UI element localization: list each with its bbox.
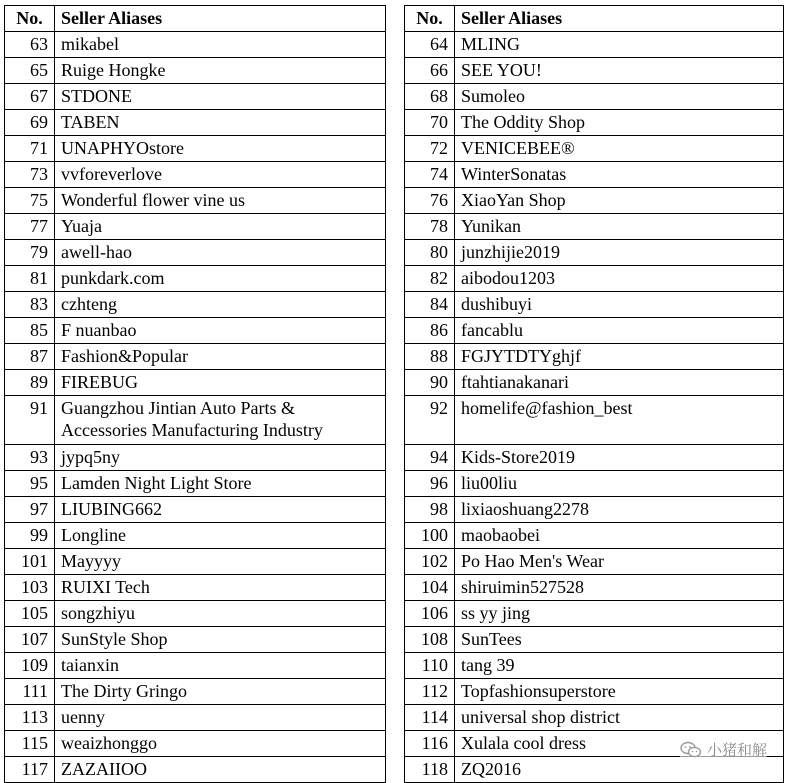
- table-row: [5, 370, 386, 396]
- seller-alias: Lamden Night Light Store: [55, 471, 386, 497]
- table-header-row: [5, 6, 386, 32]
- row-number: 98: [405, 497, 455, 523]
- table-row: [5, 292, 386, 318]
- seller-alias: The Dirty Gringo: [55, 679, 386, 705]
- row-number: 83: [5, 292, 55, 318]
- table-row: [5, 653, 386, 679]
- row-number: 99: [5, 523, 55, 549]
- row-number: 78: [405, 214, 455, 240]
- table-row: [405, 110, 784, 136]
- table-row: [5, 188, 386, 214]
- seller-alias: Guangzhou Jintian Auto Parts & Accessories Manufacturing Industry: [55, 396, 386, 445]
- table-row: [405, 162, 784, 188]
- row-number: 92: [405, 396, 455, 445]
- row-number: 108: [405, 627, 455, 653]
- seller-alias: dushibuyi: [455, 292, 784, 318]
- seller-alias: STDONE: [55, 84, 386, 110]
- seller-alias: ss yy jing: [455, 601, 784, 627]
- table-row: [405, 575, 784, 601]
- row-number: 95: [5, 471, 55, 497]
- table-row: [5, 705, 386, 731]
- seller-alias: WinterSonatas: [455, 162, 784, 188]
- column-header-no: No.: [5, 6, 55, 32]
- table-row: [405, 627, 784, 653]
- seller-alias: Wonderful flower vine us: [55, 188, 386, 214]
- table-row: [5, 266, 386, 292]
- table-row: [405, 58, 784, 84]
- row-number: 101: [5, 549, 55, 575]
- seller-alias: F nuanbao: [55, 318, 386, 344]
- seller-alias: SEE YOU!: [455, 58, 784, 84]
- seller-alias: aibodou1203: [455, 266, 784, 292]
- row-number: 82: [405, 266, 455, 292]
- table-row: [5, 162, 386, 188]
- row-number: 64: [405, 32, 455, 58]
- row-number: 112: [405, 679, 455, 705]
- column-header-alias: Seller Aliases: [455, 6, 784, 32]
- watermark-text: 小猪和解: [706, 741, 767, 759]
- column-header-no: No.: [405, 6, 455, 32]
- table-row: [5, 757, 386, 783]
- row-number: 87: [5, 344, 55, 370]
- row-number: 88: [405, 344, 455, 370]
- table-row: [405, 601, 784, 627]
- row-number: 106: [405, 601, 455, 627]
- seller-alias: maobaobei: [455, 523, 784, 549]
- table-row: [405, 240, 784, 266]
- seller-alias: tang 39: [455, 653, 784, 679]
- wechat-icon: [680, 741, 702, 759]
- table-row: [5, 601, 386, 627]
- seller-alias: songzhiyu: [55, 601, 386, 627]
- row-number: 66: [405, 58, 455, 84]
- table-row: [5, 344, 386, 370]
- table-row: [5, 214, 386, 240]
- column-header-alias: Seller Aliases: [55, 6, 386, 32]
- table-row: [5, 240, 386, 266]
- table-row: [405, 318, 784, 344]
- seller-alias: Fashion&Popular: [55, 344, 386, 370]
- row-number: 77: [5, 214, 55, 240]
- table-row: [405, 396, 784, 445]
- row-number: 80: [405, 240, 455, 266]
- seller-alias: homelife@fashion_best: [455, 396, 784, 445]
- seller-alias: MLING: [455, 32, 784, 58]
- table-row: [405, 136, 784, 162]
- seller-alias: Sumoleo: [455, 84, 784, 110]
- row-number: 94: [405, 445, 455, 471]
- row-number: 73: [5, 162, 55, 188]
- seller-alias: Longline: [55, 523, 386, 549]
- table-row: [405, 679, 784, 705]
- table-row: [405, 471, 784, 497]
- seller-alias: Topfashionsuperstore: [455, 679, 784, 705]
- row-number: 85: [5, 318, 55, 344]
- table-row: [5, 497, 386, 523]
- seller-alias: Yunikan: [455, 214, 784, 240]
- row-number: 97: [5, 497, 55, 523]
- table-header-row: [405, 6, 784, 32]
- seller-alias: SunTees: [455, 627, 784, 653]
- seller-alias: jypq5ny: [55, 445, 386, 471]
- table-row: [5, 679, 386, 705]
- seller-alias: liu00liu: [455, 471, 784, 497]
- row-number: 72: [405, 136, 455, 162]
- row-number: 91: [5, 396, 55, 445]
- table-row: [405, 344, 784, 370]
- table-row: [5, 136, 386, 162]
- seller-alias: The Oddity Shop: [455, 110, 784, 136]
- seller-alias: mikabel: [55, 32, 386, 58]
- seller-alias: FIREBUG: [55, 370, 386, 396]
- table-row: [5, 549, 386, 575]
- row-number: 113: [5, 705, 55, 731]
- table-row: [405, 292, 784, 318]
- row-number: 75: [5, 188, 55, 214]
- seller-alias: vvforeverlove: [55, 162, 386, 188]
- seller-alias: shiruimin527528: [455, 575, 784, 601]
- row-number: 103: [5, 575, 55, 601]
- table-row: [5, 110, 386, 136]
- row-number: 110: [405, 653, 455, 679]
- row-number: 86: [405, 318, 455, 344]
- row-number: 111: [5, 679, 55, 705]
- seller-alias: weaizhonggo: [55, 731, 386, 757]
- table-row: [405, 653, 784, 679]
- table-row: [405, 523, 784, 549]
- seller-alias: XiaoYan Shop: [455, 188, 784, 214]
- seller-alias: uenny: [55, 705, 386, 731]
- row-number: 105: [5, 601, 55, 627]
- row-number: 104: [405, 575, 455, 601]
- seller-alias: Yuaja: [55, 214, 386, 240]
- seller-alias: Po Hao Men's Wear: [455, 549, 784, 575]
- seller-alias: taianxin: [55, 653, 386, 679]
- row-number: 76: [405, 188, 455, 214]
- row-number: 89: [5, 370, 55, 396]
- table-row: [5, 445, 386, 471]
- table-row: [5, 575, 386, 601]
- row-number: 67: [5, 84, 55, 110]
- seller-alias: Kids-Store2019: [455, 445, 784, 471]
- seller-table-left: [4, 5, 386, 783]
- table-row: [5, 318, 386, 344]
- seller-table-left-body: [5, 32, 386, 783]
- row-number: 93: [5, 445, 55, 471]
- row-number: 96: [405, 471, 455, 497]
- row-number: 100: [405, 523, 455, 549]
- row-number: 74: [405, 162, 455, 188]
- seller-alias: SunStyle Shop: [55, 627, 386, 653]
- watermark: [680, 739, 767, 760]
- table-row: [5, 84, 386, 110]
- table-row: [5, 58, 386, 84]
- table-row: [5, 471, 386, 497]
- seller-alias: RUIXI Tech: [55, 575, 386, 601]
- seller-table-right-body: [405, 32, 784, 783]
- row-number: 117: [5, 757, 55, 783]
- seller-alias: punkdark.com: [55, 266, 386, 292]
- table-row: [405, 497, 784, 523]
- seller-alias: Ruige Hongke: [55, 58, 386, 84]
- seller-alias: ZAZAIIOO: [55, 757, 386, 783]
- row-number: 65: [5, 58, 55, 84]
- row-number: 79: [5, 240, 55, 266]
- table-row: [405, 84, 784, 110]
- row-number: 68: [405, 84, 455, 110]
- table-row: [5, 627, 386, 653]
- seller-alias: ftahtianakanari: [455, 370, 784, 396]
- row-number: 107: [5, 627, 55, 653]
- table-row: [405, 32, 784, 58]
- table-row: [5, 523, 386, 549]
- table-row: [5, 731, 386, 757]
- seller-alias: Xulala cool dress: [455, 731, 784, 757]
- seller-alias: junzhijie2019: [455, 240, 784, 266]
- row-number: 70: [405, 110, 455, 136]
- seller-alias: lixiaoshuang2278: [455, 497, 784, 523]
- row-number: 71: [5, 136, 55, 162]
- seller-alias: czhteng: [55, 292, 386, 318]
- seller-alias: ZQ2016: [455, 757, 784, 783]
- table-row: [5, 396, 386, 445]
- table-row: [405, 757, 784, 783]
- seller-alias: TABEN: [55, 110, 386, 136]
- table-row: [405, 188, 784, 214]
- row-number: 63: [5, 32, 55, 58]
- row-number: 69: [5, 110, 55, 136]
- seller-alias: awell-hao: [55, 240, 386, 266]
- row-number: 102: [405, 549, 455, 575]
- table-row: [405, 370, 784, 396]
- table-row: [405, 549, 784, 575]
- row-number: 81: [5, 266, 55, 292]
- table-row: [405, 705, 784, 731]
- seller-alias: universal shop district: [455, 705, 784, 731]
- table-row: [5, 32, 386, 58]
- seller-alias: Mayyyy: [55, 549, 386, 575]
- seller-alias: FGJYTDTYghjf: [455, 344, 784, 370]
- row-number: 84: [405, 292, 455, 318]
- seller-alias: UNAPHYOstore: [55, 136, 386, 162]
- row-number: 116: [405, 731, 455, 757]
- table-row: [405, 445, 784, 471]
- row-number: 90: [405, 370, 455, 396]
- row-number: 114: [405, 705, 455, 731]
- seller-table-right: [404, 5, 784, 783]
- seller-alias: fancablu: [455, 318, 784, 344]
- seller-alias: VENICEBEE®: [455, 136, 784, 162]
- row-number: 118: [405, 757, 455, 783]
- row-number: 109: [5, 653, 55, 679]
- seller-alias: LIUBING662: [55, 497, 386, 523]
- table-row: [405, 214, 784, 240]
- table-row: [405, 266, 784, 292]
- row-number: 115: [5, 731, 55, 757]
